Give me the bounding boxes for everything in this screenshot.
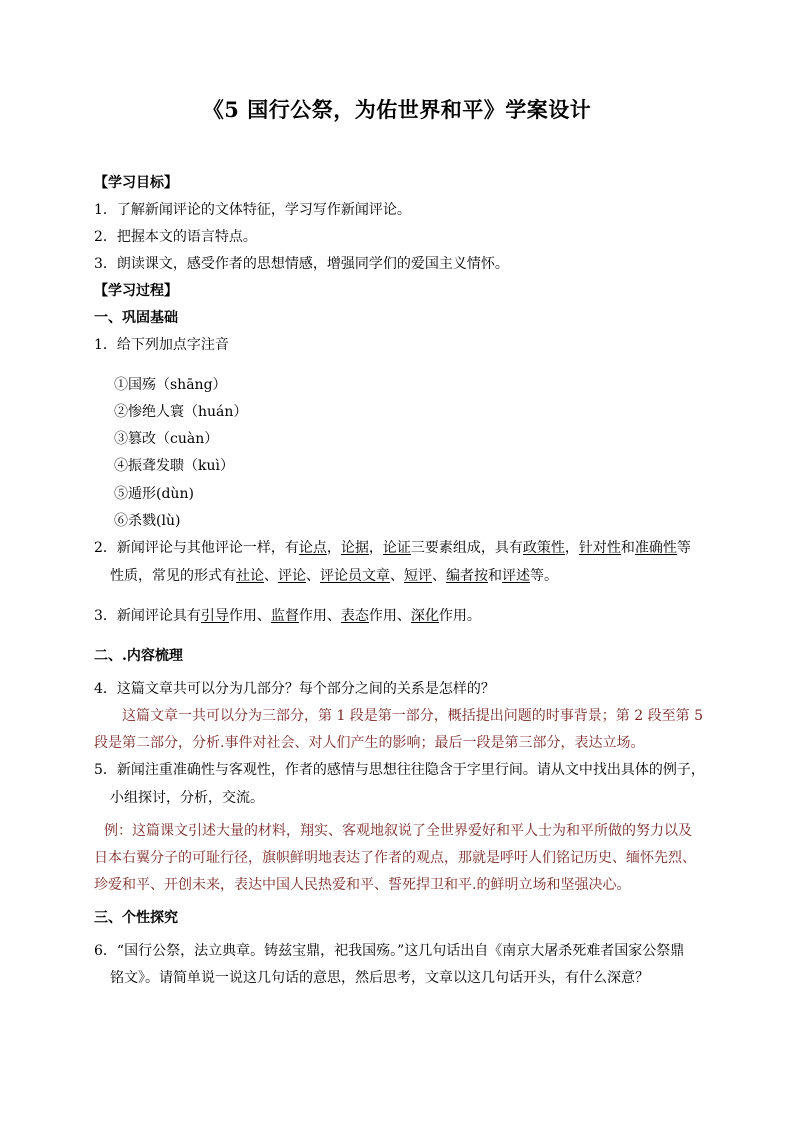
q2-answer: 评论员文章: [320, 568, 390, 584]
goal-item-2: 2．把握本文的语言特点。: [94, 229, 257, 245]
q2-text: ，: [368, 540, 383, 556]
q2-text: 和: [488, 568, 502, 584]
q2-answer: 论证: [382, 540, 411, 556]
q2-answer: 评述: [502, 568, 530, 584]
q2-answer: 论据: [340, 540, 369, 556]
question-2-line-2: [94, 567, 750, 585]
q2-text: 、: [432, 568, 446, 584]
q2-text: 等: [676, 540, 691, 556]
q2-text: 、: [390, 568, 404, 584]
q3-answer: 深化: [410, 608, 439, 624]
answer-5-line-3: 珍爱和平、开创未来，表达中国人民热爱和平、誓死捍卫和平.的鲜明立场和坚强决心。: [94, 877, 631, 893]
q2-text: 三要素组成，具有: [410, 540, 523, 556]
q3-answer: 监督: [270, 608, 299, 624]
q3-answer: 表态: [340, 608, 369, 624]
pinyin-item-2: ②惨绝人寰（huán）: [114, 404, 248, 420]
q2-answer: 短评: [404, 568, 432, 584]
goal-item-3: 3．朗读课文，感受作者的思想情感，增强同学们的爱国主义情怀。: [94, 256, 509, 272]
q3-text: 作用、: [228, 608, 271, 624]
q2-text: 2．新闻评论与其他评论一样，有: [94, 540, 299, 556]
part1-heading: 一、巩固基础: [94, 310, 178, 326]
pinyin-item-6: ⑥杀戮(lù): [114, 513, 181, 529]
q3-text: 作用、: [368, 608, 411, 624]
question-4: 4．这篇文章共可以分为几部分？每个部分之间的关系是怎样的？: [94, 681, 495, 697]
q2-text: 等。: [530, 568, 558, 584]
pinyin-item-3: ③篡改（cuàn）: [114, 431, 219, 447]
q2-text: 、: [306, 568, 320, 584]
pinyin-item-4: ④振聋发聩（kuì）: [114, 458, 234, 474]
question-5-line-1: 5．新闻注重准确性与客观性，作者的感情与思想往往隐含于字里行间。请从文中找出具体的例子，: [94, 762, 705, 778]
q2-text: ，: [326, 540, 341, 556]
q2-text: 性质，常见的形式有: [110, 568, 236, 584]
answer-5-line-1: 例：这篇课文引述大量的材料，翔实、客观地叙说了全世界爱好和平人士为和平所做的努力以及: [104, 823, 692, 839]
q2-text: 和: [620, 540, 635, 556]
pinyin-item-5: ⑤遁形(dùn): [114, 486, 194, 502]
question-3: [94, 607, 734, 625]
q3-text: 3．新闻评论具有: [94, 608, 201, 624]
part2-heading: 二、.内容梳理: [94, 648, 183, 664]
document-title: 《5 国行公祭，为佑世界和平》学案设计: [202, 97, 592, 122]
q3-answer: 引导: [200, 608, 229, 624]
part3-heading: 三、个性探究: [94, 910, 178, 926]
answer-4-line-1: 这篇文章一共可以分为三部分，第 1 段是第一部分，概括提出问题的时事背景；第 2 段至第 5: [122, 708, 703, 724]
answer-4-line-2: 段是第二部分，分析.事件对社会、对人们产生的影响；最后一段是第三部分，表达立场。: [94, 735, 645, 751]
q2-answer: 政策性: [522, 540, 565, 556]
pinyin-item-1: ①国殇（shāng）: [114, 377, 227, 393]
q3-text: 作用、: [298, 608, 341, 624]
q2-text: ，: [564, 540, 579, 556]
answer-5-line-2: 日本右翼分子的可耻行径，旗帜鲜明地表达了作者的观点，那就是呼吁人们铭记历史、缅怀先烈、: [94, 850, 696, 866]
section-heading-goals: 【学习目标】: [94, 175, 178, 191]
q2-text: 、: [264, 568, 278, 584]
q2-answer: 准确性: [634, 540, 677, 556]
question-2-line-1: [94, 539, 734, 557]
question-1: 1．给下列加点字注音: [94, 337, 229, 353]
q2-answer: 评论: [278, 568, 306, 584]
section-heading-process: 【学习过程】: [94, 283, 178, 299]
q3-text: 作用。: [438, 608, 481, 624]
q2-answer: 编者按: [446, 568, 488, 584]
goal-item-1: 1．了解新闻评论的文体特征，学习写作新闻评论。: [94, 202, 411, 218]
question-5-line-2: 小组探讨，分析，交流。: [110, 790, 264, 806]
q2-answer: 针对性: [578, 540, 621, 556]
q2-answer: 社论: [236, 568, 264, 584]
q2-answer: 论点: [298, 540, 327, 556]
question-6-line-1: 6．“国行公祭，法立典章。铸兹宝鼎，祀我国殇。”这几句话出自《南京大屠杀死难者国家公祭鼎: [94, 943, 685, 959]
question-6-line-2: 铭文》。请简单说一说这几句话的意思，然后思考，文章以这几句话开头，有什么深意？: [110, 970, 649, 986]
